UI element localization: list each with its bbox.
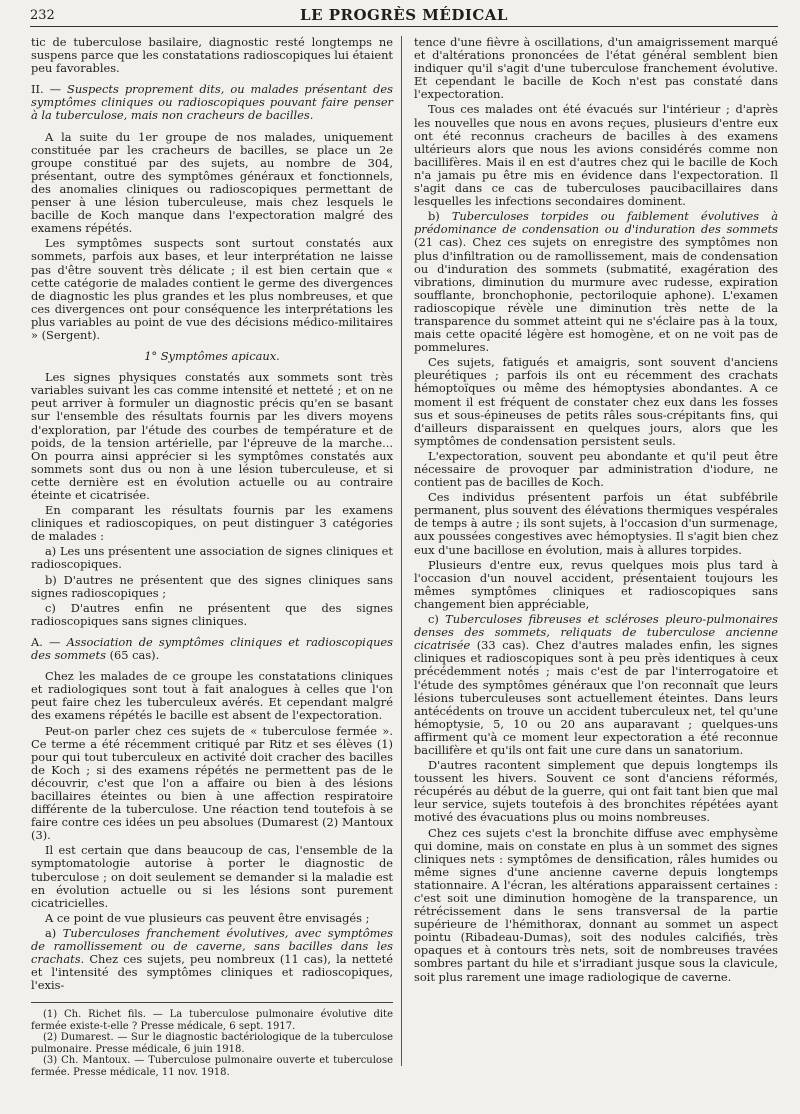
footnotes [31, 1002, 393, 1078]
paragraph [414, 210, 778, 354]
section-number: A. — [31, 634, 61, 649]
list-item: a) Les uns présentent une association de signes cliniques et radioscopiques. [31, 544, 393, 572]
section-heading-ii [31, 83, 393, 122]
footnote: (1) Ch. Richet fils. — La tuberculose pulmonaire évolutive dite fermée existe-t-elle ? Presse médicale, 6 sept. 1917. [31, 1009, 393, 1032]
paragraph: Chez les malades de ce groupe les constatations cliniques et radiologiques sont tout à fait analogues à celles que l'on peut faire chez les tuberculeux avérés. Et cependant malgré des examens répétés le bacille est absent de l'expectoration. [31, 669, 393, 723]
list-item: b) D'autres ne présentent que des signes cliniques sans signes radioscopiques ; [31, 572, 393, 600]
paragraph: Ces individus présentent parfois un état subfébrile permanent, plus souvent des élévations thermiques vespérales de temps à autre ; ils sont sujets, à l'occasion d'un surmenage, aux poussées congestives avec hémoptysies. Il s'agit bien chez eux d'une bacillose en évolution, mais à allures torpides. [414, 490, 778, 557]
paragraph: Peut-on parler chez ces sujets de « tuberculose fermée ». Ce terme a été récemment critiqué par Ritz et ses élèves (1) pour qui tout tuberculeux en activité doit cracher des bacilles de Koch ; si des examens répétés ne permettent pas de le découvrir, c'est que l'on a affaire ou bien à des lésions bacillaires éteintes ou bien à une affection respiratoire différente de la tuberculose. Une réaction tend toutefois à se faire contre ces idées un peu absolues (Dumarest (2) Mantoux (3). [31, 723, 393, 843]
item-title: Tuberculoses fibreuses et scléroses pleuro-pulmonaires denses des sommets, reliquats de tuberculose ancienne cicatrisée [414, 612, 778, 653]
paragraph: Ces sujets, fatigués et amaigris, sont souvent d'anciens pleurétiques ; parfois ils ont eu récemment des crachats hémoptoïques ou même des hémoptysies abondantes. A ce moment il est fréquent de constater chez eux dans les fosses sus et sous-épineuses de petits râles sous-crépitants fins, qui d'ailleurs disparaissent en quelques jours, alors que les symptômes de condensation persistent seuls. [414, 355, 778, 448]
item-letter: c) [428, 612, 439, 627]
paragraph: L'expectoration, souvent peu abondante et qu'il peut être nécessaire de provoquer par administration d'iodure, ne contient pas de bacilles de Koch. [414, 448, 778, 490]
right-column [414, 36, 778, 986]
paragraph [31, 927, 393, 992]
paragraph: D'autres racontent simplement que depuis longtemps ils toussent les hivers. Souvent ce sont d'anciens réformés, récupérés au début de la guerre, qui ont fait tant bien que mal leur service, sujets toutefois à des bronchites répétées ayant motivé des évacuations plus ou moins nombreuses. [414, 758, 778, 825]
subheading-apical: 1° Symptômes apicaux. [144, 349, 280, 364]
item-title: Tuberculoses franchement évolutives, avec symptômes de ramollissement ou de caverne, sans bacilles dans les crachats. [31, 925, 393, 967]
paragraph: Tous ces malades ont été évacués sur l'intérieur ; d'après les nouvelles que nous en avons reçues, plusieurs d'entre eux ont été reconnus cracheurs de bacilles à des examens ultérieurs alors que nous les avions considérés comme non bacillifères. Mais il en est d'autres chez qui le bacille de Koch n'a jamais pu être mis en évidence dans l'expectoration. Il s'agit dans ce cas de tuberculoses paucibacillaires dans lesquelles les infections secondaires dominent. [414, 102, 778, 209]
item-text: Chez ces sujets on enregistre des symptômes non plus d'infiltration ou de ramollissement, mais de condensation ou d'induration des sommets (submatité, exagération des vibrations, diminution du murmure avec rudesse, expiration soufflante, bronchophonie, pectoriloquie aphone). L'examen radioscopique révèle une diminution très nette de la transparence du sommet atteint qui ne s'éclaire pas à la toux, mais cette opacité légère est homogène, et on ne voit pas de pommelures. [414, 235, 779, 355]
paragraph: Les signes physiques constatés aux sommets sont très variables suivant les cas comme intensité et netteté ; et on ne peut arriver à formuler un diagnostic précis qu'en se basant sur l'ensemble des résultats fournis par les divers moyens d'exploration, par l'étude des courbes de température et de poids, de la tension artérielle, par l'épreuve de la marche... On pourra ainsi apprécier si les symptômes constatés aux sommets sont dus ou non à une lésion tuberculeuse, et si cette dernière est en évolution actuelle ou au contraire éteinte et cicatrisée. [31, 370, 393, 502]
paragraph: Chez ces sujets c'est la bronchite diffuse avec emphysème qui domine, mais on constate en plus à un sommet des signes cliniques nets : symptômes de densification, râles humides ou même signes d'une ancienne caverne depuis longtemps stationnaire. A l'écran, les altérations apparaissent certaines : c'est soit une diminution homogène de la transparence, un rétrécissement dans le sens transversal de la partie supérieure de l'hémithorax, donnant au sommet un aspect pointu (Ribadeau-Dumas), soit des nodules calcifiés, très opaques et à contours très nets, soit de nombreuses travées sombres partant du hile et s'irradiant jusque sous la clavicule, soit plus rarement une image radiologique de caverne. [414, 825, 778, 984]
running-title: LE PROGRÈS MÉDICAL [300, 6, 508, 24]
paragraph: Plusieurs d'entre eux, revus quelques mois plus tard à l'occasion d'un nouvel accident, présentaient toujours les mêmes symptômes cliniques et radioscopiques sans changement bien appréciable, [414, 557, 778, 611]
column-divider [401, 36, 402, 1066]
case-count: (33 cas). [476, 638, 530, 653]
left-column [31, 36, 393, 1078]
paragraph: tence d'une fièvre à oscillations, d'un amaigrissement marqué et d'altérations prononcées de l'état général semblent bien indiquer qu'il s'agit d'une tuberculose franchement évolutive. Et cependant le bacille de Koch n'est pas constaté dans l'expectoration. [414, 35, 778, 102]
item-title: Tuberculoses torpides ou faiblement évolutives à prédominance de condensation ou d'induration des sommets [414, 209, 778, 237]
section-title: Association de symptômes cliniques et radioscopiques des sommets [31, 634, 394, 663]
case-count: (65 cas). [109, 648, 160, 663]
paragraph: A la suite du 1er groupe de nos malades, uniquement constituée par les cracheurs de bacilles, se place un 2e groupe constitué par des sujets, au nombre de 304, présentant, outre des symptômes généraux et fonctionnels, des anomalies cliniques ou radioscopiques permettant de penser à une lésion tuberculeuse, mais chez lesquels le bacille de Koch manque dans l'expectoration malgré des examens répétés. [31, 129, 393, 236]
page-header [30, 4, 778, 27]
paragraph: En comparant les résultats fournis par les examens cliniques et radioscopiques, on peut distinguer 3 catégories de malades : [31, 503, 393, 544]
paragraph: Il est certain que dans beaucoup de cas, l'ensemble de la symptomatologie autorise à porter le diagnostic de tuberculose ; on doit seulement se demander si la maladie est en évolution actuelle ou si les lésions sont purement cicatricielles. [31, 843, 393, 910]
footnote: (2) Dumarest. — Sur le diagnostic bactériologique de la tuberculose pulmonaire. Presse médicale, 6 juin 1918. [31, 1032, 393, 1055]
footnote: (3) Ch. Mantoux. — Tuberculose pulmonaire ouverte et tuberculose fermée. Presse médicale, 11 nov. 1918. [31, 1055, 393, 1078]
section-title: Suspects proprement dits, ou malades présentant des symptômes cliniques ou radioscopiques pouvant faire penser à la tuberculose, mais non cracheurs de bacilles. [31, 82, 393, 123]
case-count: (21 cas). [414, 235, 467, 250]
page-number: 232 [30, 8, 55, 23]
paragraph: A ce point de vue plusieurs cas peuvent être envisagés ; [45, 910, 370, 925]
item-letter: b) [428, 209, 440, 224]
paragraph: Les symptômes suspects sont surtout constatés aux sommets, parfois aux bases, et leur interprétation ne laisse pas d'être souvent très délicate ; il est bien certain que « cette catégorie de malades contient le germe des divergences de diagnostic les plus grandes et les plus nombreuses, et que ces divergences ont pour conséquence les interprétations les plus variables au point de vue des décisions médico-militaires » (Sergent). [31, 236, 393, 342]
section-number: II. — [31, 82, 62, 97]
item-text: Chez d'autres malades enfin, les signes cliniques et radioscopiques sont à peu près identiques à ceux précédemment notés ; mais c'est de par l'interrogatoire et l'étude des symptômes généraux que l'on reconnaît que leurs lésions tuberculeuses sont actuellement éteintes. Dans leurs antécédents on trouve un accident tuberculeux net, tel qu'une hémoptysie, 5, 10 ou 20 ans auparavant ; quelques-uns affirment qu'à ce moment leur expectoration a été reconnue bacillifère et qu'ils ont fait une cure dans un sanatorium. [414, 638, 779, 757]
item-letter: a) [45, 925, 57, 940]
section-heading-a [31, 636, 393, 662]
item-text: Chez ces sujets, peu nombreux (11 cas), la netteté et l'intensité des symptômes cliniques et radioscopiques, l'exis- [31, 952, 393, 993]
paragraph [414, 613, 778, 757]
paragraph: tic de tuberculose basilaire, diagnostic resté longtemps ne suspens parce que les constatations radioscopiques lui étaient peu favorables. [31, 35, 393, 76]
list-item: c) D'autres enfin ne présentent que des signes radioscopiques sans signes cliniques. [31, 600, 393, 628]
